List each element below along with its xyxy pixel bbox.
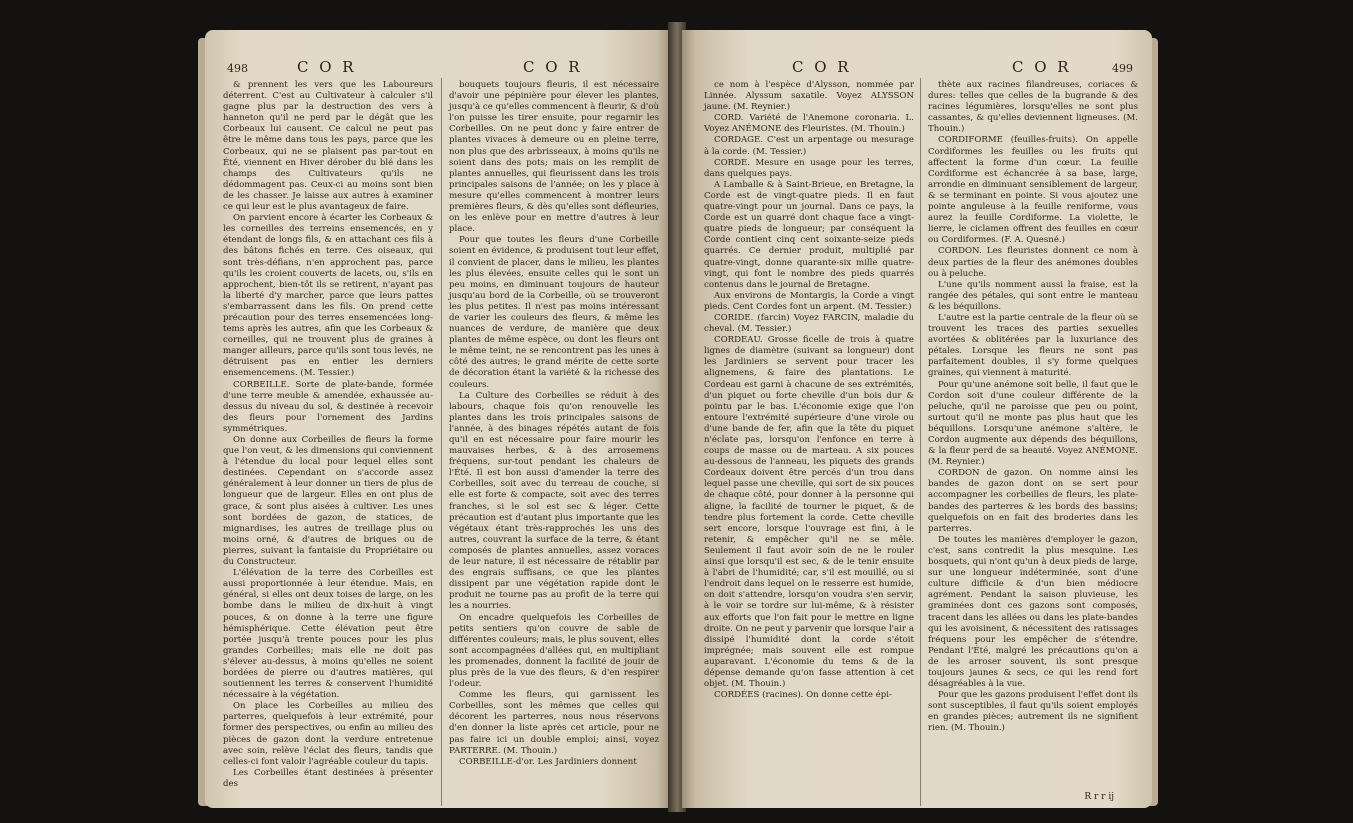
paragraph: CORD. Variété de l'Anemone coronaria. L. Voyez ANÉMONE des Fleuristes. (M. Thouin.) — [704, 113, 914, 135]
paragraph: CORDON de gazon. On nomme ainsi les bandes de gazon dont on se sert pour accompagner les corbeilles de fleurs, les plate-bandes des parterres & les bords des bassins; quelquefois on en fait des broderies dans les parterres. — [928, 468, 1138, 534]
left-running-header-2: C O R — [523, 58, 583, 76]
paragraph: CORDEAU. Grosse ficelle de trois à quatre lignes de diamètre (suivant sa longueur) dont les Jardiniers se servent pour tracer les alignemens, & faire des plantations. Le Cordeau est garni à chacune de ses extrémités, d'un piquet ou forte cheville d'un bois dur & pointu par le bas. L'économie exige que l'on entoure l'extrémité supérieure d'une virole ou d'une bande de fer, afin que la tête du piquet n'éclate pas, lorsqu'on l'enfonce en terre à coups de masse ou de marteau. A six pouces au-dessous de l'anneau, les piquets des grands Cordeaux doivent être percés d'un trou dans lequel passe une cheville, qui sort de six pouces de chaque côté, pour donner à la personne qui aligne, la facilité de tourner le piquet, & de tendre plus fortement la corde. Cette cheville sert encore, lorsque l'ouvrage est fini, à le retenir, & empêcher qu'il ne se mêle. Seulement il faut avoir soin de ne le rouler ainsi que lorsqu'il est sec, & de le tenir ensuite à l'abri de l'humidité; car, s'il est mouillé, ou si l'endroit dans lequel on le resserre est humide, on doit s'attendre, lorsqu'on voudra s'en servir, à le voir se tordre sur lui-même, & à résister aux efforts que l'on fait pour le mettre en ligne droite. On ne peut y parvenir que lorsque l'air a dissipé l'humidité dont la corde s'étoit imprégnée; mais souvent elle est rompue auparavant. L'économie du tems & de la dépense demande qu'on fasse attention à cet objet. (M. Thouin.) — [704, 335, 914, 690]
paragraph: CORDÉES (racines). On donne cette épi- — [714, 690, 892, 701]
paragraph: L'une qu'ils nomment aussi la fraise, est la rangée des pétales, qui sont entre le manteau & les béquillons. — [928, 279, 1138, 312]
paragraph: Aux environs de Montargis, la Corde a vingt pieds. Cent Cordes font un arpent. (M. Tessier.) — [704, 290, 914, 312]
right-running-header-2: C O R — [1012, 58, 1072, 76]
left-page — [205, 30, 671, 808]
right-column-1 — [704, 80, 914, 701]
column-rule — [920, 78, 921, 806]
left-column-2 — [449, 80, 659, 768]
paragraph: ce nom à l'espèce d'Alysson, nommée par Linnée. Alyssum saxatile. Voyez ALYSSON jaune. (M. Reynier.) — [704, 80, 914, 113]
left-page-number: 498 — [227, 62, 248, 75]
paragraph: L'élévation de la terre des Corbeilles est aussi proportionnée à leur étendue. Mais, en général, si elles ont deux toises de large, on les bombe dans le milieu de dix-huit à vingt pouces, & on donne à la terre une figure hémisphérique. Cette élévation peut être portée jusqu'à trente pouces pour les plus grandes Corbeilles; mais elle ne doit pas s'élever au-dessus, à moins qu'elles ne soient bordées de pierre ou d'autres matières, qui soutiennent les terres & conservent l'humidité nécessaire à la végétation. — [223, 568, 433, 701]
paragraph: On place les Corbeilles au milieu des parterres, quelquefois à leur extrémité, pour former des perspectives, ou enfin au milieu des pièces de gazon dont la verdure entretenue avec soin, relève l'éclat des fleurs, tandis que celles-ci font valoir l'agréable couleur du tapis. — [223, 701, 433, 767]
paragraph: bouquets toujours fleuris, il est nécessaire d'avoir une pépinière pour élever les plantes, jusqu'à ce qu'elles commencent à fleurir, & d'où l'on puisse les tirer ensuite, pour regarnir les Corbeilles. On ne peut donc y faire entrer de plantes vivaces à demeure ou en pleine terre, non plus que des arbrisseaux, à moins qu'ils ne soient dans des pots; mais on les remplit de plantes annuelles, qui fleurissent dans les trois principales saisons de l'année; on les y place à mesure qu'elles commencent à montrer leurs premières fleurs, & dès qu'elles sont défleuries, on les enlève pour en mettre d'autres à leur place. — [449, 80, 659, 235]
left-column-1 — [223, 80, 433, 790]
paragraph: A Lamballe & à Saint-Brieue, en Bretagne, la Corde est de vingt-quatre pieds. Il en faut quatre-vingt pour un journal. Dans ce pays, la Corde est un quarré dont chaque face a vingt-quatre pieds de longueur; par conséquent la Corde contient cinq cent soixante-seize pieds quarrés. Ce dernier produit, multiplié par quatre-vingt, donne quarante-six mille quatre-vingt, qui font le nombre des pieds quarrés contenus dans le journal de Bretagne. — [704, 179, 914, 290]
paragraph: L'autre est la partie centrale de la fleur où se trouvent les traces des parties sexuelles avortées & oblitérées par la luxuriance des pétales. Lorsque les fleurs ne sont pas parfaitement doubles, il s'y forme quelques graines, qui viennent à maturité. — [928, 312, 1138, 379]
right-column-2 — [928, 80, 1138, 735]
right-running-header-1: C O R — [792, 58, 852, 76]
paragraph: CORDE. Mesure en usage pour les terres, dans quelques pays. — [704, 157, 914, 179]
paragraph: Pour que toutes les fleurs d'une Corbeille soient en évidence, & produisent tout leur effet, il convient de placer, dans le milieu, les plantes les plus élevées, ensuite celles qui le sont un peu moins, en diminuant toujours de hauteur jusqu'au bord de la Corbeille, où se trouveront les plus petites. Il n'est pas moins intéressant de varier les couleurs des fleurs, & même les nuances de verdure, de manière que deux plantes de même espèce, ou dont les fleurs ont le même teint, ne se rencontrent pas les unes à côté des autres; le grand mérite de cette sorte de décoration étant la variété & la richesse des couleurs. — [449, 235, 659, 390]
paragraph: Pour que les gazons produisent l'effet dont ils sont susceptibles, il faut qu'ils soient employés en grandes pièces; autrement ils ne signifient rien. (M. Thouin.) — [928, 690, 1138, 734]
left-running-header-1: C O R — [297, 58, 357, 76]
paragraph: Comme les fleurs, qui garnissent les Corbeilles, sont les mêmes que celles qui décorent les parterres, nous nous réservons d'en donner la liste après cet article, pour ne pas faire ici un double emploi; ainsi, voyez PARTERRE. (M. Thouin.) — [449, 690, 659, 756]
paragraph: & prennent les vers que les Laboureurs déterrent. C'est au Cultivateur à calculer s'il gagne plus par la destruction des vers à hanneton qu'il ne perd par le dégât que les Corbeaux lui causent. Ce calcul ne peut pas être le même dans tous les pays, parce que les Corbeaux, qui ne se plaisent pas par-tout en Été, viennent en Hiver dérober du blé dans les champs des Cultivateurs qu'ils ne dédommagent pas. Ceux-ci au moins sont bien de les chasser. Je laisse aux autres à examiner ce qui leur est le plus avantageux de faire. — [223, 80, 433, 213]
paragraph: Pour qu'une anémone soit belle, il faut que le Cordon soit d'une couleur différente de la peluche, qu'il ne paroisse que peu ou point, surtout qu'il ne monte pas plus haut que les béquillons. Lorsqu'une anémone s'altère, le Cordon augmente aux dépends des béquillons, & la fleur perd de sa beauté. Voyez ANÉMONE. (M. Reynier.) — [928, 379, 1138, 468]
paragraph: CORDON. Les fleuristes donnent ce nom à deux parties de la fleur des anémones doubles ou à peluche. — [928, 246, 1138, 279]
paragraph: CORIDE. (farcin) Voyez FARCIN, maladie du cheval. (M. Tessier.) — [704, 312, 914, 335]
paragraph: On parvient encore à écarter les Corbeaux & les corneilles des terreins ensemencés, en y étendant de longs fils, & en attachant ces fils à des bâtons fichés en terre. Ces oiseaux, qui sont très-défians, n'en approchent pas, parce qu'ils les croient couverts de lacets, ou, s'ils en approchent, bien-tôt ils se retirent, n'ayant pas la liberté d'y marcher, parce que leurs pattes s'embarrassent dans les fils. On prend cette précaution pour des terres ensemencées long-tems après les autres, afin que les Corbeaux & corneilles, qui ne trouvent plus de graines à manger ailleurs, parce qu'ils sont tous levés, ne détruisent pas en entier les derniers ensemencemens. (M. Tessier.) — [223, 213, 433, 379]
paragraph: thète aux racines filandreuses, coriaces & dures: telles que celles de la bugrande & des racines légumières, lorsqu'elles ne sont plus cassantes, & qu'elles deviennent ligneuses. (M. Thouin.) — [928, 80, 1138, 135]
paragraph: On encadre quelquefois les Corbeilles de petits sentiers qu'on couvre de sable de différentes couleurs; mais, le plus souvent, elles sont accompagnées d'allées qui, en multipliant les promenades, donnent la facilité de jouir de plus près de la vue des fleurs, & d'en respirer l'odeur. — [449, 612, 659, 690]
paragraph: CORBEILLE-d'or. Les Jardiniers donnent — [459, 756, 637, 767]
paragraph: La Culture des Corbeilles se réduit à des labours, chaque fois qu'on renouvelle les plantes dans les trois principales saisons de l'année, à des binages répétés autant de fois qu'il en est nécessaire pour faire mourir les mauvaises herbes, & à des arrosemens fréquens, sur-tout pendant les chaleurs de l'Été. Il est bon aussi d'amender la terre des Corbeilles, soit avec du terreau de couche, si elle est forte & compacte, soit avec des terres franches, si le sol est sec & léger. Cette précaution est d'autant plus importante que les végétaux étant très-rapprochés les uns des autres, couvrant la surface de la terre, & étant composés de plantes annuelles, assez voraces de leur nature, il est nécessaire de rétablir par des engrais suffisans, ce que les plantes dissipent par une végétation rapide dont le produit ne tourne pas au profit de la terre qui les a nourries. — [449, 390, 659, 612]
paragraph: CORBEILLE. Sorte de plate-bande, formée d'une terre meuble & amendée, exhaussée au-dessus du niveau du sol, & destinée à recevoir des fleurs pour l'ornement des Jardins symmétriques. — [223, 379, 433, 434]
paragraph: CORDAGE. C'est un arpentage ou mesurage à la corde. (M. Tessier.) — [704, 135, 914, 157]
paragraph: De toutes les manières d'employer le gazon, c'est, sans contredit la plus mesquine. Les bosquets, qui n'ont qu'un à deux pieds de large, sur une longueur indéterminée, sont d'une culture difficile & d'un bien médiocre agrément. Pendant la saison pluvieuse, les graminées dont ces gazons sont composés, tracent dans les allées ou dans les plate-bandes qui les avoisinent, & nécessitent des ratissages fréquens pour les empêcher de s'étendre. Pendant l'Été, malgré les précautions qu'on a de les arroser souvent, ils sont presque toujours jaunes & secs, ce qui les rend fort désagréables à la vue. — [928, 534, 1138, 690]
column-rule — [441, 78, 442, 806]
paragraph: CORDIFORME (feuilles-fruits). On appelle Cordiformes les feuilles ou les fruits qui affectent la forme d'un cœur. La feuille Cordiforme est échancrée à sa base, large, arrondie en diminuant sensiblement de largeur, & se terminant en pointe. Si vous ajoutez une pointe anguleuse à la feuille reniforme, vous aurez la feuille Cordiforme. La violette, le lierre, le ciclamen offrent des feuilles en cœur ou Cordiformes. (F. A. Quesné.) — [928, 135, 1138, 246]
paragraph: Les Corbeilles étant destinées à présenter des — [223, 767, 433, 789]
right-page-number: 499 — [1112, 62, 1133, 75]
paragraph: On donne aux Corbeilles de fleurs la forme que l'on veut, & les dimensions qui conviennent à l'étendue du local pour lequel elles sont destinées. Cependant on s'accorde assez généralement à leur donner un tiers de plus de longueur que de largeur. Elles en ont plus de grace, & sont plus aisées à cultiver. Les unes sont bordées de gazon, de statices, de mignardises, les autres de treillage plus ou moins orné, & d'autres de briques ou de pierres, suivant la fantaisie du Propriétaire ou du Constructeur. — [223, 435, 433, 568]
right-page — [682, 30, 1152, 808]
signature-mark: R r r ij — [1084, 792, 1114, 802]
